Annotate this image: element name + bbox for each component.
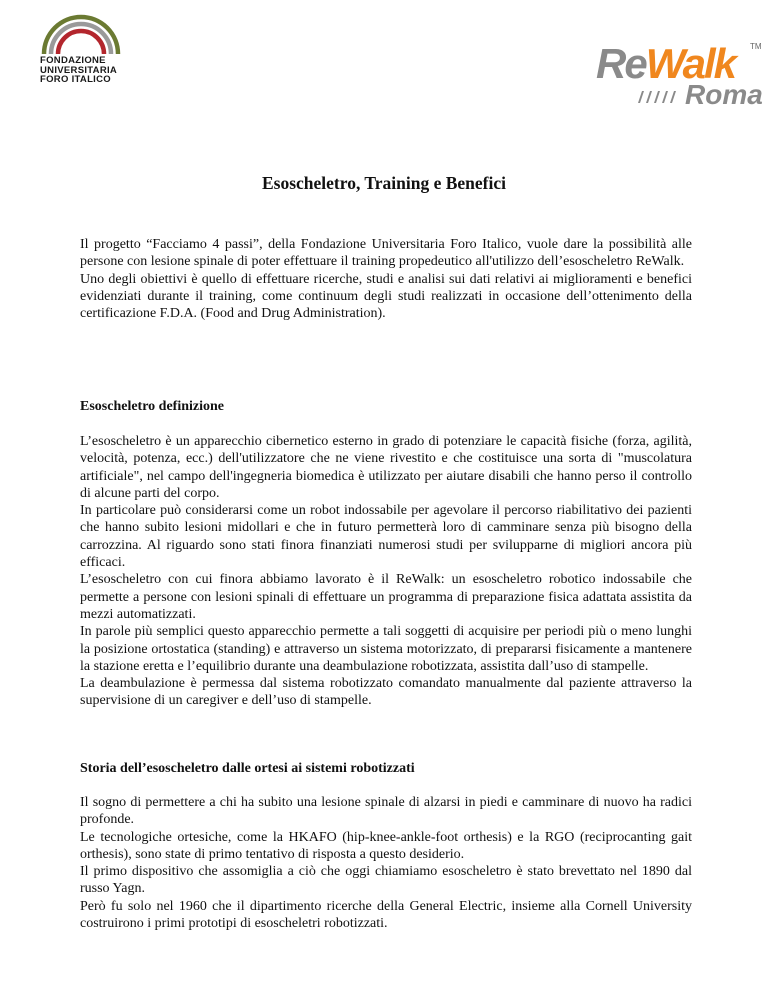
fondazione-arcs-icon <box>38 12 124 56</box>
body-paragraph: Però fu solo nel 1960 che il dipartimento ricerche della General Electric, insieme alla Cornell University costruirono i primi prototipi di esoscheletri robotizzati. <box>80 898 692 932</box>
fondazione-line-3: FORO ITALICO <box>40 74 111 85</box>
section-heading-storia: Storia dell’esoscheletro dalle ortesi ai sistemi robotizzati <box>80 761 415 776</box>
body-paragraph: L’esoscheletro con cui finora abbiamo lavorato è il ReWalk: un esoscheletro robotico indossabile che permette a persone con lesioni spinali di effettuare un programma di preparazione fisica adattata assistita da mezzi automatizzati. <box>80 572 692 622</box>
fondazione-logo <box>36 12 136 102</box>
section-body-definizione <box>80 433 692 710</box>
rewalk-walk: Walk <box>645 40 735 87</box>
speed-stripes-icon <box>634 90 682 104</box>
roma-wordmark: Roma <box>685 79 763 110</box>
fondazione-line-2: UNIVERSITARIA <box>40 64 118 76</box>
trademark-mark: TM <box>750 42 762 51</box>
body-paragraph: Il primo dispositivo che assomiglia a ciò che oggi chiamiamo esoscheletro è stato brevettato nel 1890 dal russo Yagn. <box>80 864 692 897</box>
body-paragraph: In parole più semplici questo apparecchio permette a tali soggetti di acquisire per periodi più o meno lunghi la posizione ortostatica (standing) e attraverso un sistema motorizzato, di prepararsi fisicamente a mantenere la stazione eretta e l’equilibrio durante una deambulazione robotizzata, assistita dall’uso di stampelle. <box>80 624 692 674</box>
body-paragraph: L’esoscheletro è un apparecchio cibernetico esterno in grado di potenziare le capacità fisiche (forza, agilità, velocità, potenza, ecc.) dell'utilizzatore che ne viene rivestito e che costituisce una sorta di "muscolatura artificiale", nel campo dell'ingegneria biomedica è utilizzato per aiutare disabili che hanno perso il controllo di alcune parti del corpo. <box>80 434 692 501</box>
rewalk-roma-logo <box>590 42 762 110</box>
fondazione-line-1: FONDAZIONE <box>40 55 106 66</box>
intro-block <box>80 236 692 322</box>
intro-paragraph: Il progetto “Facciamo 4 passi”, della Fondazione Universitaria Foro Italico, vuole dare la possibilità alle persone con lesione spinale di poter effettuare il training propedeutico all'utilizzo dell’esoscheletro ReWalk. <box>80 237 692 270</box>
body-paragraph: La deambulazione è permessa dal sistema robotizzato comandato manualmente dal paziente attraverso la supervisione di un caregiver e dell’uso di stampelle. <box>80 676 692 709</box>
body-paragraph: In particolare può considerarsi come un robot indossabile per agevolare il percorso riabilitativo dei pazienti che hanno subito lesioni midollari e che in futuro permetterà loro di camminare senza più bisogno della carrozzina. Al riguardo sono stati finora finanziati numerosi studi per svilupparne di migliori ancora più efficaci. <box>80 503 692 571</box>
rewalk-re: Re <box>596 40 646 87</box>
section-heading-definizione: Esoscheletro definizione <box>80 399 225 414</box>
document-title: Esoscheletro, Training e Benefici <box>261 173 506 193</box>
body-paragraph: Le tecnologiche ortesiche, come la HKAFO (hip-knee-ankle-foot orthesis) e la RGO (reciprocanting gait orthesis), sono state di primo tentativo di risposta a questo desiderio. <box>80 829 692 862</box>
section-body-storia <box>80 794 692 932</box>
fondazione-wordmark <box>40 56 136 85</box>
body-paragraph: Il sogno di permettere a chi ha subito una lesione spinale di alzarsi in piedi e camminare di nuovo ha radici profonde. <box>80 795 692 828</box>
intro-paragraph: Uno degli obiettivi è quello di effettuare ricerche, studi e analisi sui dati relativi ai miglioramenti e benefici evidenziati durante il training, come continuum degli studi realizzati in occasione dell’ottenimento della certificazione F.D.A. (Food and Drug Administration). <box>80 271 692 322</box>
